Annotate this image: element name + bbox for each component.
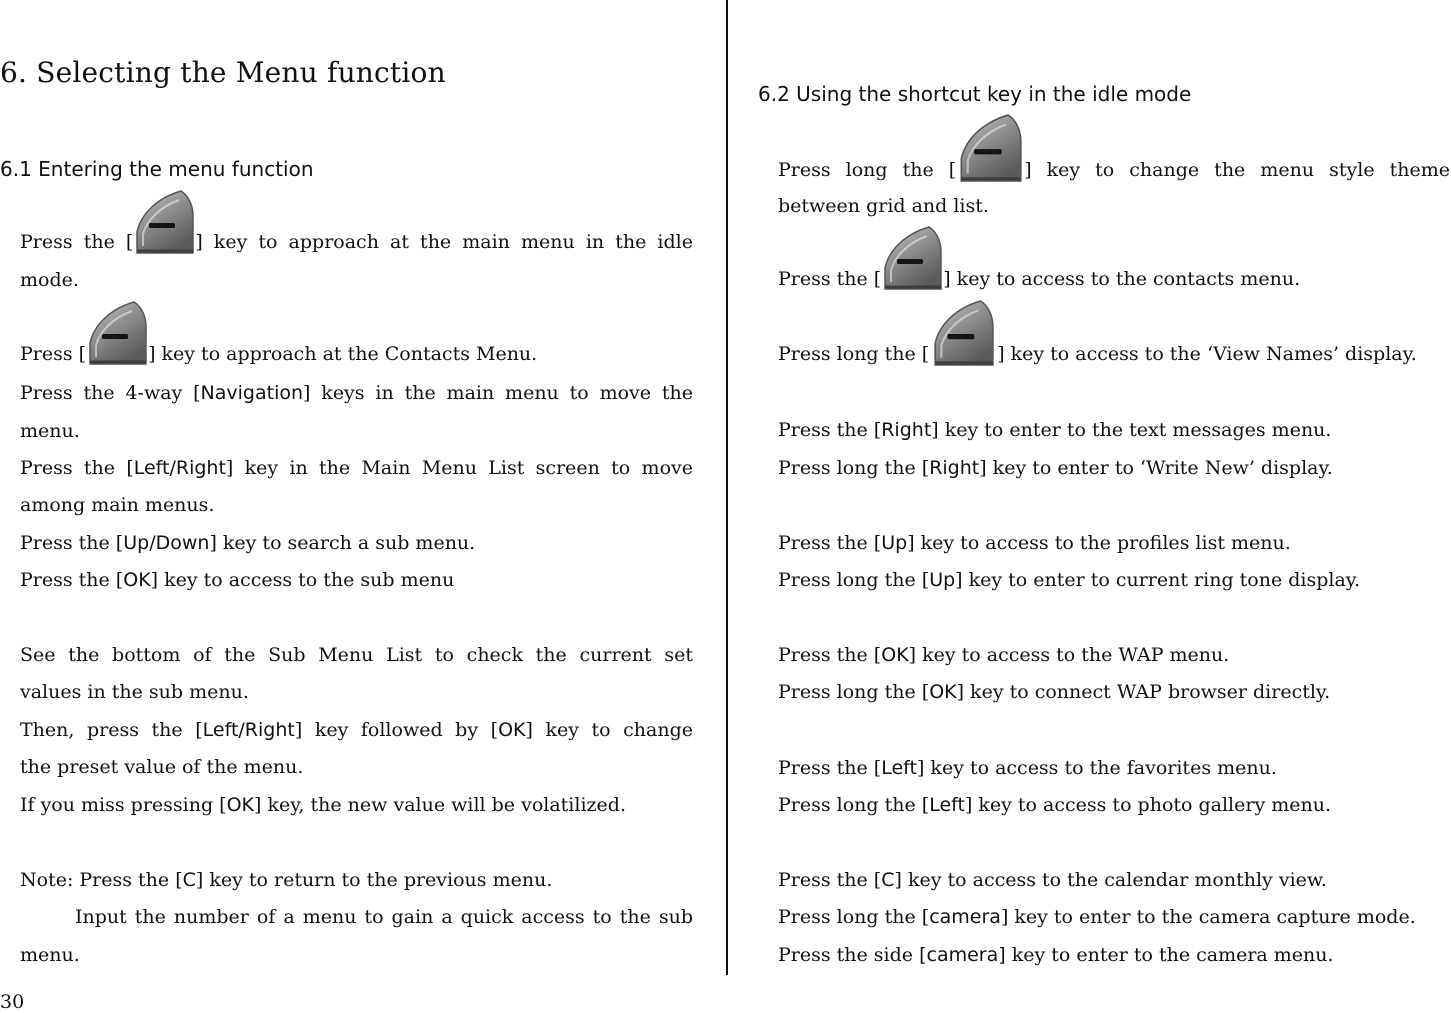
text: ] key to enter to the camera capture mode.	[1000, 906, 1416, 928]
shortcut-up	[778, 531, 1291, 555]
text: ] key to enter to ‘Write New’ display.	[979, 457, 1333, 479]
text: ] key to access to the contacts menu.	[943, 268, 1301, 290]
page-title: 6. Selecting the Menu function	[0, 56, 446, 89]
shortcut-up-long	[778, 568, 1360, 592]
softkey-icon	[881, 225, 943, 291]
note-quick-access-cont: menu.	[20, 944, 80, 966]
key-up: Up	[881, 532, 908, 554]
text: ] key to change the menu style theme	[1024, 159, 1450, 181]
shortcut-ok-long	[778, 680, 1330, 704]
text: ] key to access to photo gallery menu.	[964, 794, 1332, 816]
note-quick-access: Input the number of a menu to gain a quick access to the sub	[75, 906, 693, 928]
text: ] keys in the main menu to move the	[303, 382, 693, 404]
text: Press long the [	[778, 681, 930, 703]
text: Press the [	[20, 569, 124, 591]
text: ] key to access to the sub menu	[150, 569, 455, 591]
text: Press the [	[778, 869, 882, 891]
text: Then, press the [	[20, 719, 203, 741]
paragraph-left-right-cont: among main menus.	[20, 494, 215, 516]
key-navigation: Navigation	[200, 382, 304, 404]
key-right: Right	[929, 457, 980, 479]
key-left: Left	[881, 757, 917, 779]
text: Press the [	[778, 268, 882, 290]
paragraph-volatilized	[20, 793, 626, 817]
text: If you miss pressing [	[20, 794, 227, 816]
paragraph-contacts	[20, 300, 537, 366]
paragraph-theme-cont: between grid and list.	[778, 195, 989, 217]
text: Press the [	[20, 231, 134, 253]
key-left-right: Left/Right	[202, 719, 295, 741]
text: ] key to access to the WAP menu.	[908, 644, 1230, 666]
paragraph-navigation	[20, 381, 693, 405]
text: Press the [	[778, 757, 882, 779]
paragraph-main-menu	[20, 190, 693, 256]
text: Press long the [	[778, 906, 930, 928]
text: ] key to access to the calendar monthly view.	[894, 869, 1327, 891]
paragraph-view-names	[778, 300, 1417, 366]
text: ] key to change	[525, 719, 694, 741]
text: ] key to access to the favorites menu.	[916, 757, 1277, 779]
text: ] key to approach at the main menu in the idle	[195, 231, 693, 253]
paragraph-left-right	[20, 456, 693, 480]
text: Press long the [	[778, 794, 930, 816]
text: Press the side	[778, 944, 920, 966]
paragraph-submenu-cont: values in the sub menu.	[20, 681, 249, 703]
text: ] key to enter to current ring tone display.	[955, 569, 1361, 591]
key-c: C	[182, 869, 196, 891]
key-ok: OK	[929, 681, 957, 703]
key-camera: camera	[929, 906, 1001, 928]
section-title-6-1: 6.1 Entering the menu function	[0, 157, 314, 181]
key-ok: OK	[226, 794, 255, 816]
paragraph-theme	[778, 114, 1450, 182]
text: Press the [	[20, 457, 134, 479]
shortcut-left-long	[778, 793, 1331, 817]
paragraph-navigation-cont: menu.	[20, 420, 80, 442]
shortcut-ok	[778, 643, 1229, 667]
shortcut-left	[778, 756, 1277, 780]
paragraph-main-menu-cont: mode.	[20, 269, 79, 291]
key-ok: OK	[498, 719, 526, 741]
shortcut-right-long	[778, 456, 1333, 480]
text: ] key to return to the previous menu.	[195, 869, 553, 891]
text: Press long the [	[778, 569, 930, 591]
text: Press the [	[20, 532, 124, 554]
note	[20, 868, 552, 892]
paragraph-ok	[20, 568, 454, 592]
text: Press long the [	[778, 457, 930, 479]
text: Press [	[20, 343, 87, 365]
text: ] key to access to the profiles list menu.	[907, 532, 1291, 554]
text: ] key, the new value will be volatilized.	[254, 794, 626, 816]
column-divider	[726, 0, 728, 975]
text: ] key followed by [	[294, 719, 499, 741]
shortcut-c	[778, 868, 1327, 892]
paragraph-submenu: See the bottom of the Sub Menu List to check the current set	[20, 644, 693, 666]
text: Press the 4-way [	[20, 382, 201, 404]
page-number: 30	[0, 991, 25, 1013]
key-left-right: Left/Right	[133, 457, 226, 479]
text: Press the [	[778, 644, 882, 666]
text: ] key to search a sub menu.	[209, 532, 476, 554]
key-ok: OK	[881, 644, 909, 666]
key-up-down: Up/Down	[123, 532, 210, 554]
key-ok: OK	[123, 569, 151, 591]
paragraph-change-value-cont: the preset value of the menu.	[20, 756, 304, 778]
text: Press the [	[778, 532, 882, 554]
paragraph-up-down	[20, 531, 475, 555]
text: ] key to approach at the Contacts Menu.	[148, 343, 538, 365]
text: Note: Press the [	[20, 869, 183, 891]
paragraph-contacts-shortcut	[778, 225, 1300, 291]
text: ] key in the Main Menu List screen to move	[225, 457, 693, 479]
key-c: C	[881, 869, 895, 891]
shortcut-camera-side	[778, 943, 1334, 967]
text: ] key to enter to the text messages menu.	[931, 419, 1332, 441]
softkey-icon	[86, 300, 148, 366]
key-left: Left	[929, 794, 965, 816]
softkey-icon	[929, 300, 997, 366]
text: Press long the [	[778, 159, 957, 181]
shortcut-camera-long	[778, 905, 1416, 929]
key-right: Right	[881, 419, 932, 441]
text: key to enter to the camera menu.	[1005, 944, 1334, 966]
shortcut-right	[778, 418, 1331, 442]
paragraph-change-value	[20, 718, 693, 742]
text: ] key to connect WAP browser directly.	[956, 681, 1331, 703]
key-up: Up	[929, 569, 956, 591]
text: Press the [	[778, 419, 882, 441]
softkey-icon	[133, 190, 195, 254]
text: ] key to access to the ‘View Names’ display.	[997, 343, 1417, 365]
softkey-icon	[956, 114, 1024, 182]
section-title-6-2: 6.2 Using the shortcut key in the idle mode	[758, 82, 1192, 106]
text: Press long the [	[778, 343, 930, 365]
key-camera: [camera]	[919, 944, 1006, 966]
